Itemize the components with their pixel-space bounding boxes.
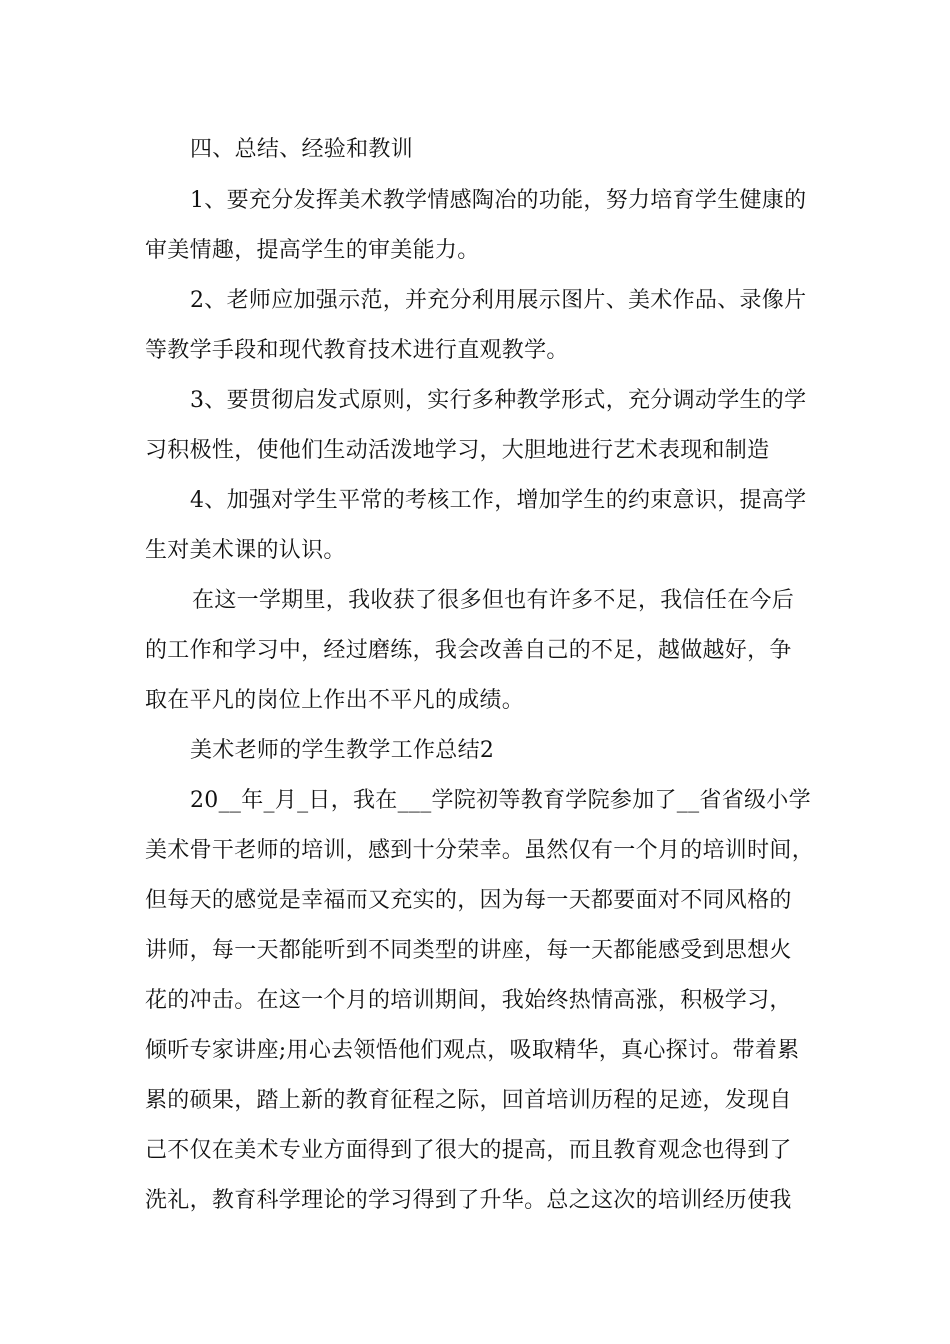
paragraph-line: 4、加强对学生平常的考核工作，增加学生的约束意识，提高学	[190, 488, 807, 513]
paragraph-line: 2、老师应加强示范，并充分利用展示图片、美术作品、录像片	[190, 288, 807, 313]
paragraph-line: 己不仅在美术专业方面得到了很大的提高，而且教育观念也得到了	[145, 1138, 792, 1163]
paragraph-line: 在这一学期里，我收获了很多但也有许多不足，我信任在今后	[192, 588, 795, 613]
paragraph-line: 累的硕果，踏上新的教育征程之际，回首培训历程的足迹，发现自	[145, 1088, 792, 1113]
paragraph-line: 倾听专家讲座;用心去领悟他们观点，吸取精华，真心探讨。带着累	[145, 1038, 800, 1063]
paragraph-line: 20__年_月_日，我在___学院初等教育学院参加了__省省级小学	[190, 788, 811, 813]
paragraph-line: 取在平凡的岗位上作出不平凡的成绩。	[145, 688, 525, 713]
paragraph-line: 3、要贯彻启发式原则，实行多种教学形式，充分调动学生的学	[190, 388, 807, 413]
section-heading: 四、总结、经验和教训	[190, 137, 414, 162]
paragraph-line: 的工作和学习中，经过磨练，我会改善自己的不足，越做越好，争	[145, 638, 792, 663]
paragraph-line: 花的冲击。在这一个月的培训期间，我始终热情高涨，积极学习，	[145, 988, 792, 1013]
paragraph-line: 讲师，每一天都能听到不同类型的讲座，每一天都能感受到思想火	[145, 938, 792, 963]
paragraph-line: 洗礼，教育科学理论的学习得到了升华。总之这次的培训经历使我	[145, 1188, 792, 1213]
article-title: 美术老师的学生教学工作总结2	[190, 738, 495, 763]
paragraph-line: 美术骨干老师的培训，感到十分荣幸。虽然仅有一个月的培训时间，	[145, 838, 815, 863]
paragraph-line: 等教学手段和现代教育技术进行直观教学。	[145, 338, 569, 363]
paragraph-line: 但每天的感觉是幸福而又充实的，因为每一天都要面对不同风格的	[145, 888, 792, 913]
paragraph-line: 1、要充分发挥美术教学情感陶冶的功能，努力培育学生健康的	[190, 188, 807, 213]
paragraph-line: 审美情趣，提高学生的审美能力。	[145, 238, 480, 263]
paragraph-line: 习积极性，使他们生动活泼地学习，大胆地进行艺术表现和制造	[145, 438, 770, 463]
paragraph-line: 生对美术课的认识。	[145, 538, 346, 563]
